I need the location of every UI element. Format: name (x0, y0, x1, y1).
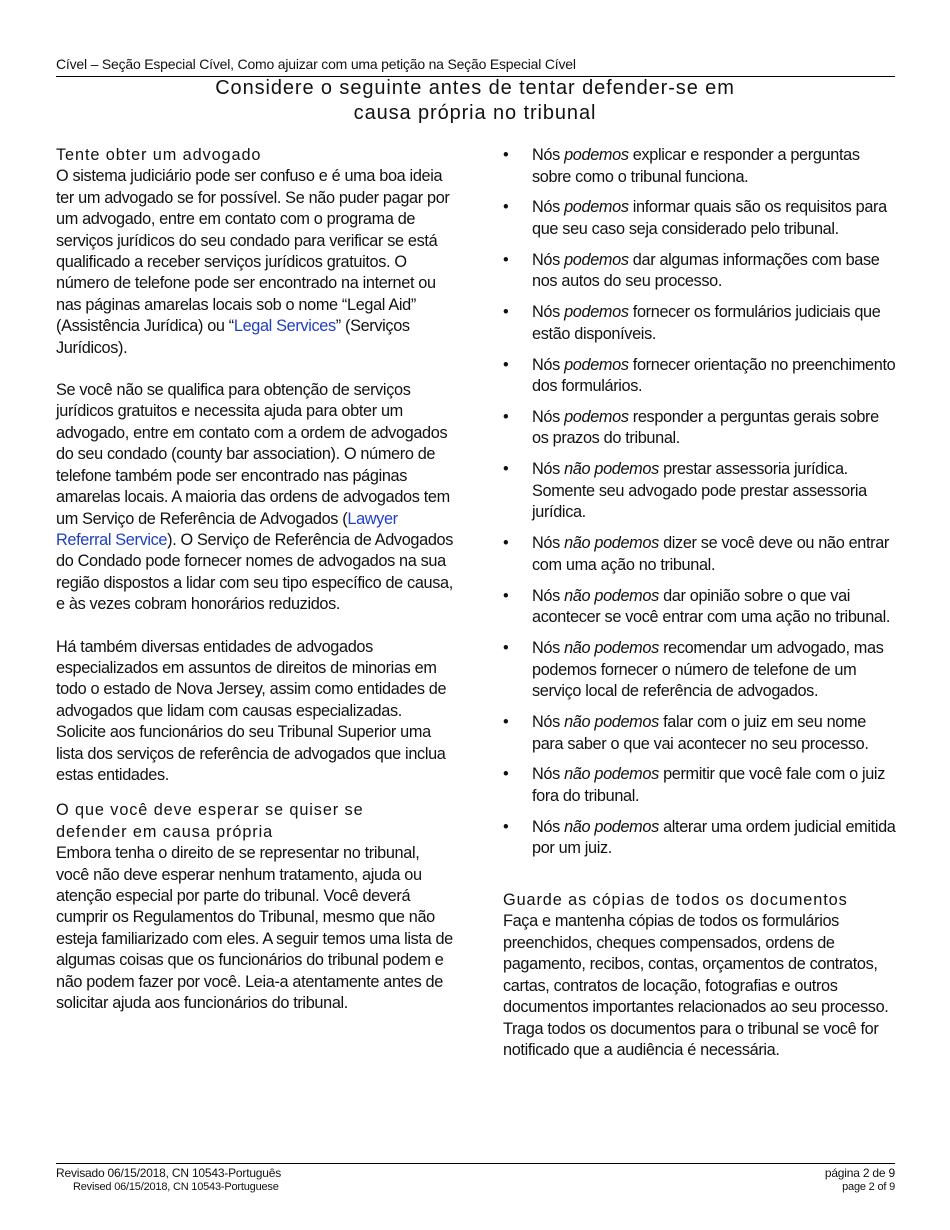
bullet-item (503, 533, 899, 576)
paragraph-minority-entities: Há também diversas entidades de advogados especializados em assuntos de direitos de minorias em todo o estado de Nova Jersey, assim como entidades de advogados que lidam com causas especializadas. Solicite aos funcionários do seu Tribunal Superior uma lista dos serviços de referência de advogados que inclua estas entidades. (56, 637, 447, 784)
bullet-icon: • (503, 146, 509, 164)
bullet-icon: • (503, 765, 509, 784)
page-number-portuguese: página 2 de 9 (824, 1166, 895, 1180)
revision-note-english: Revised 06/15/2018, CN 10543-Portuguese (73, 1181, 279, 1193)
paragraph-text: ” (Serviços Jurídicos). (56, 317, 410, 357)
bullet-text: alterar uma ordem judicial emitida por um juiz. (532, 817, 896, 858)
bullet-verb: não podemos (564, 638, 659, 657)
bullet-item (503, 586, 899, 629)
bullet-subject: Nós (532, 817, 565, 836)
bullet-text: recomendar um advogado, mas podemos fornecer o número de telefone de um serviço local de referência de advogados. (532, 638, 884, 701)
bullet-subject: Nós (532, 355, 565, 374)
bullet-text: explicar e responder a perguntas sobre como o tribunal funciona. (532, 146, 860, 186)
bullet-verb: não podemos (564, 712, 659, 731)
left-column (56, 145, 454, 1014)
bullet-subject: Nós (532, 407, 565, 426)
paragraph-text: Se você não se qualifica para obtenção de serviços jurídicos gratuitos e necessita ajuda para obter um advogado, entre em contato com a ordem de advogados do seu condado (county bar association). O número de telefone também pode ser encontrado nas páginas amarelas locais. A maioria das ordens de advogados tem um Serviço de Referência de Advogados ( (56, 381, 450, 528)
bullet-text: fornecer orientação no preenchimento dos formulários. (532, 355, 896, 396)
bullet-icon: • (503, 407, 509, 426)
bullet-verb: não podemos (564, 817, 659, 836)
page-title-line-2: causa própria no tribunal (353, 102, 597, 124)
bullet-verb: podemos (564, 355, 629, 374)
bullet-text: dizer se você deve ou não entrar com uma ação no tribunal. (532, 534, 890, 574)
bullet-verb: não podemos (564, 460, 659, 479)
section-heading-get-lawyer: Tente obter um advogado (56, 146, 262, 164)
paragraph-bar-association (56, 380, 454, 615)
bullet-icon: • (503, 534, 509, 553)
paragraph-legal-services (56, 166, 454, 359)
paragraph-text: ). O Serviço de Referência de Advogados do Condado pode fornecer nomes de advogados na sua região dispostos a lidar com seu tipo específico de causa, e às vezes cobram honorários reduzidos. (56, 530, 454, 614)
bullet-item (503, 712, 899, 755)
bullet-icon: • (503, 817, 509, 836)
bullet-verb: podemos (564, 250, 629, 269)
bullet-icon: • (503, 355, 509, 374)
bullet-item (503, 250, 899, 293)
bullet-item (503, 302, 899, 345)
page-number-english: page 2 of 9 (842, 1181, 895, 1193)
bullet-verb: podemos (564, 198, 629, 217)
page-title-line-1: Considere o seguinte antes de tentar defender-se em (215, 77, 735, 99)
bullet-item (503, 817, 899, 860)
page-title (0, 76, 950, 126)
bullet-item (503, 459, 899, 524)
bullet-text: prestar assessoria jurídica. Somente seu advogado pode prestar assessoria jurídica. (532, 460, 867, 522)
bullet-icon: • (503, 198, 509, 217)
bullet-subject: Nós (532, 638, 565, 657)
can-cannot-list (503, 145, 899, 860)
bullet-icon: • (503, 303, 509, 322)
bullet-verb: não podemos (564, 586, 659, 605)
lawyer-referral-service-link[interactable]: Lawyer Referral Service (56, 509, 398, 549)
bullet-verb: podemos (564, 146, 629, 164)
paragraph-court-expectations: Embora tenha o direito de se representar no tribunal, você não deve esperar nenhum tratamento, ajuda ou atenção especial por parte do tribunal. Você deverá cumprir os Regulamentos do Tribunal, mesmo que não esteja familiarizado com eles. A seguir temos uma lista de algumas coisas que os funcionários do tribunal podem e não podem fazer por você. Leia-a atentamente antes de solicitar ajuda aos funcionários do tribunal. (56, 844, 453, 1013)
bullet-text: falar com o juiz em seu nome para saber o que vai acontecer no seu processo. (532, 712, 869, 753)
section-heading-keep-copies: Guarde as cópias de todos os documentos (503, 891, 848, 910)
bullet-text: informar quais são os requisitos para que seu caso seja considerado pelo tribunal. (532, 198, 887, 238)
bullet-item (503, 407, 899, 450)
bullet-item (503, 638, 899, 703)
heading-line: O que você deve esperar se quiser se (56, 801, 364, 820)
bullet-text: responder a perguntas gerais sobre os prazos do tribunal. (532, 407, 879, 448)
bullet-subject: Nós (532, 198, 565, 217)
footer-divider (56, 1163, 895, 1164)
document-header: Cível – Seção Especial Cível, Como ajuizar com uma petição na Seção Especial Cível (56, 56, 576, 72)
bullet-icon: • (503, 712, 509, 731)
bullet-text: dar opinião sobre o que vai acontecer se você entrar com uma ação no tribunal. (532, 586, 891, 627)
paragraph-text: O sistema judiciário pode ser confuso e é uma boa ideia ter um advogado se for possível. Se não puder pagar por um advogado, entre em contato com o programa de serviços jurídicos do seu condado para verificar se está qualificado a receber serviços jurídicos gratuitos. O número de telefone pode ser encontrado na internet ou nas páginas amarelas locais sob o nome “Legal Aid” (Assistência Jurídica) ou “ (56, 167, 450, 336)
bullet-item (503, 764, 899, 807)
bullet-item (503, 197, 899, 240)
bullet-subject: Nós (532, 534, 565, 553)
bullet-subject: Nós (532, 586, 565, 605)
bullet-subject: Nós (532, 712, 565, 731)
bullet-text: dar algumas informações com base nos autos do seu processo. (532, 250, 880, 291)
bullet-subject: Nós (532, 460, 565, 479)
bullet-subject: Nós (532, 146, 565, 164)
bullet-text: permitir que você fale com o juiz fora do tribunal. (532, 765, 885, 805)
bullet-verb: podemos (564, 303, 629, 322)
bullet-item (503, 355, 899, 398)
section-heading-self-representation (56, 800, 454, 843)
heading-line: defender em causa própria (56, 822, 274, 841)
bullet-icon: • (503, 638, 509, 657)
bullet-subject: Nós (532, 765, 565, 784)
right-column (503, 145, 899, 1061)
bullet-item (503, 145, 899, 188)
bullet-verb: não podemos (564, 765, 659, 784)
bullet-icon: • (503, 460, 509, 479)
revision-note-portuguese: Revisado 06/15/2018, CN 10543-Português (56, 1166, 282, 1180)
bullet-subject: Nós (532, 303, 565, 322)
bullet-verb: podemos (564, 407, 629, 426)
bullet-text: fornecer os formulários judiciais que estão disponíveis. (532, 303, 881, 343)
bullet-icon: • (503, 250, 509, 269)
bullet-verb: não podemos (564, 534, 659, 553)
paragraph-keep-documents: Faça e mantenha cópias de todos os formulários preenchidos, cheques compensados, ordens de pagamento, recibos, contas, orçamentos de contratos, cartas, contratos de locação, fotografias e outros documentos importantes relacionados ao seu processo. Traga todos os documentos para o tribunal se você for notificado que a audiência é necessária. (503, 912, 889, 1059)
bullet-icon: • (503, 586, 509, 605)
legal-services-link[interactable]: Legal Services (233, 317, 336, 336)
bullet-subject: Nós (532, 250, 565, 269)
